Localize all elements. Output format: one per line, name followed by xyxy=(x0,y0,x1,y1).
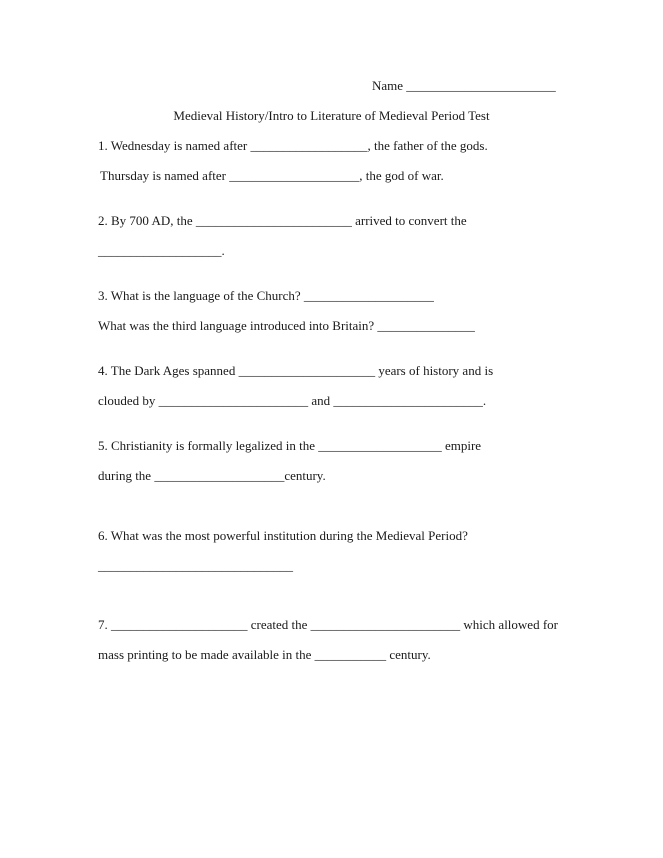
question-2-line-2: ___________________. xyxy=(98,243,225,258)
name-field-line[interactable]: Name _______________________ xyxy=(372,78,556,93)
question-3-line-1: 3. What is the language of the Church? ____________________ xyxy=(98,288,434,303)
question-4-line-1: 4. The Dark Ages spanned _____________________ years of history and is xyxy=(98,363,494,378)
question-6-line-1: 6. What was the most powerful institution during the Medieval Period? xyxy=(98,528,468,543)
question-1-line-1: 1. Wednesday is named after __________________, the father of the gods. xyxy=(98,138,488,153)
question-5-line-2: during the ____________________century. xyxy=(98,468,326,483)
question-7-line-2: mass printing to be made available in the ___________ century. xyxy=(98,647,431,662)
question-2-line-1: 2. By 700 AD, the ________________________ arrived to convert the xyxy=(98,213,467,228)
question-5-line-1: 5. Christianity is formally legalized in the ___________________ empire xyxy=(98,438,482,453)
question-1-line-2: Thursday is named after ____________________, the god of war. xyxy=(100,168,444,183)
page-title: Medieval History/Intro to Literature of Medieval Period Test xyxy=(173,108,490,123)
question-4-line-2: clouded by _______________________ and _______________________. xyxy=(98,393,487,408)
question-3-line-2: What was the third language introduced into Britain? _______________ xyxy=(98,318,475,333)
question-7-line-1: 7. _____________________ created the _______________________ which allowed for xyxy=(98,617,558,632)
question-6-answer-line: ______________________________ xyxy=(98,558,293,573)
